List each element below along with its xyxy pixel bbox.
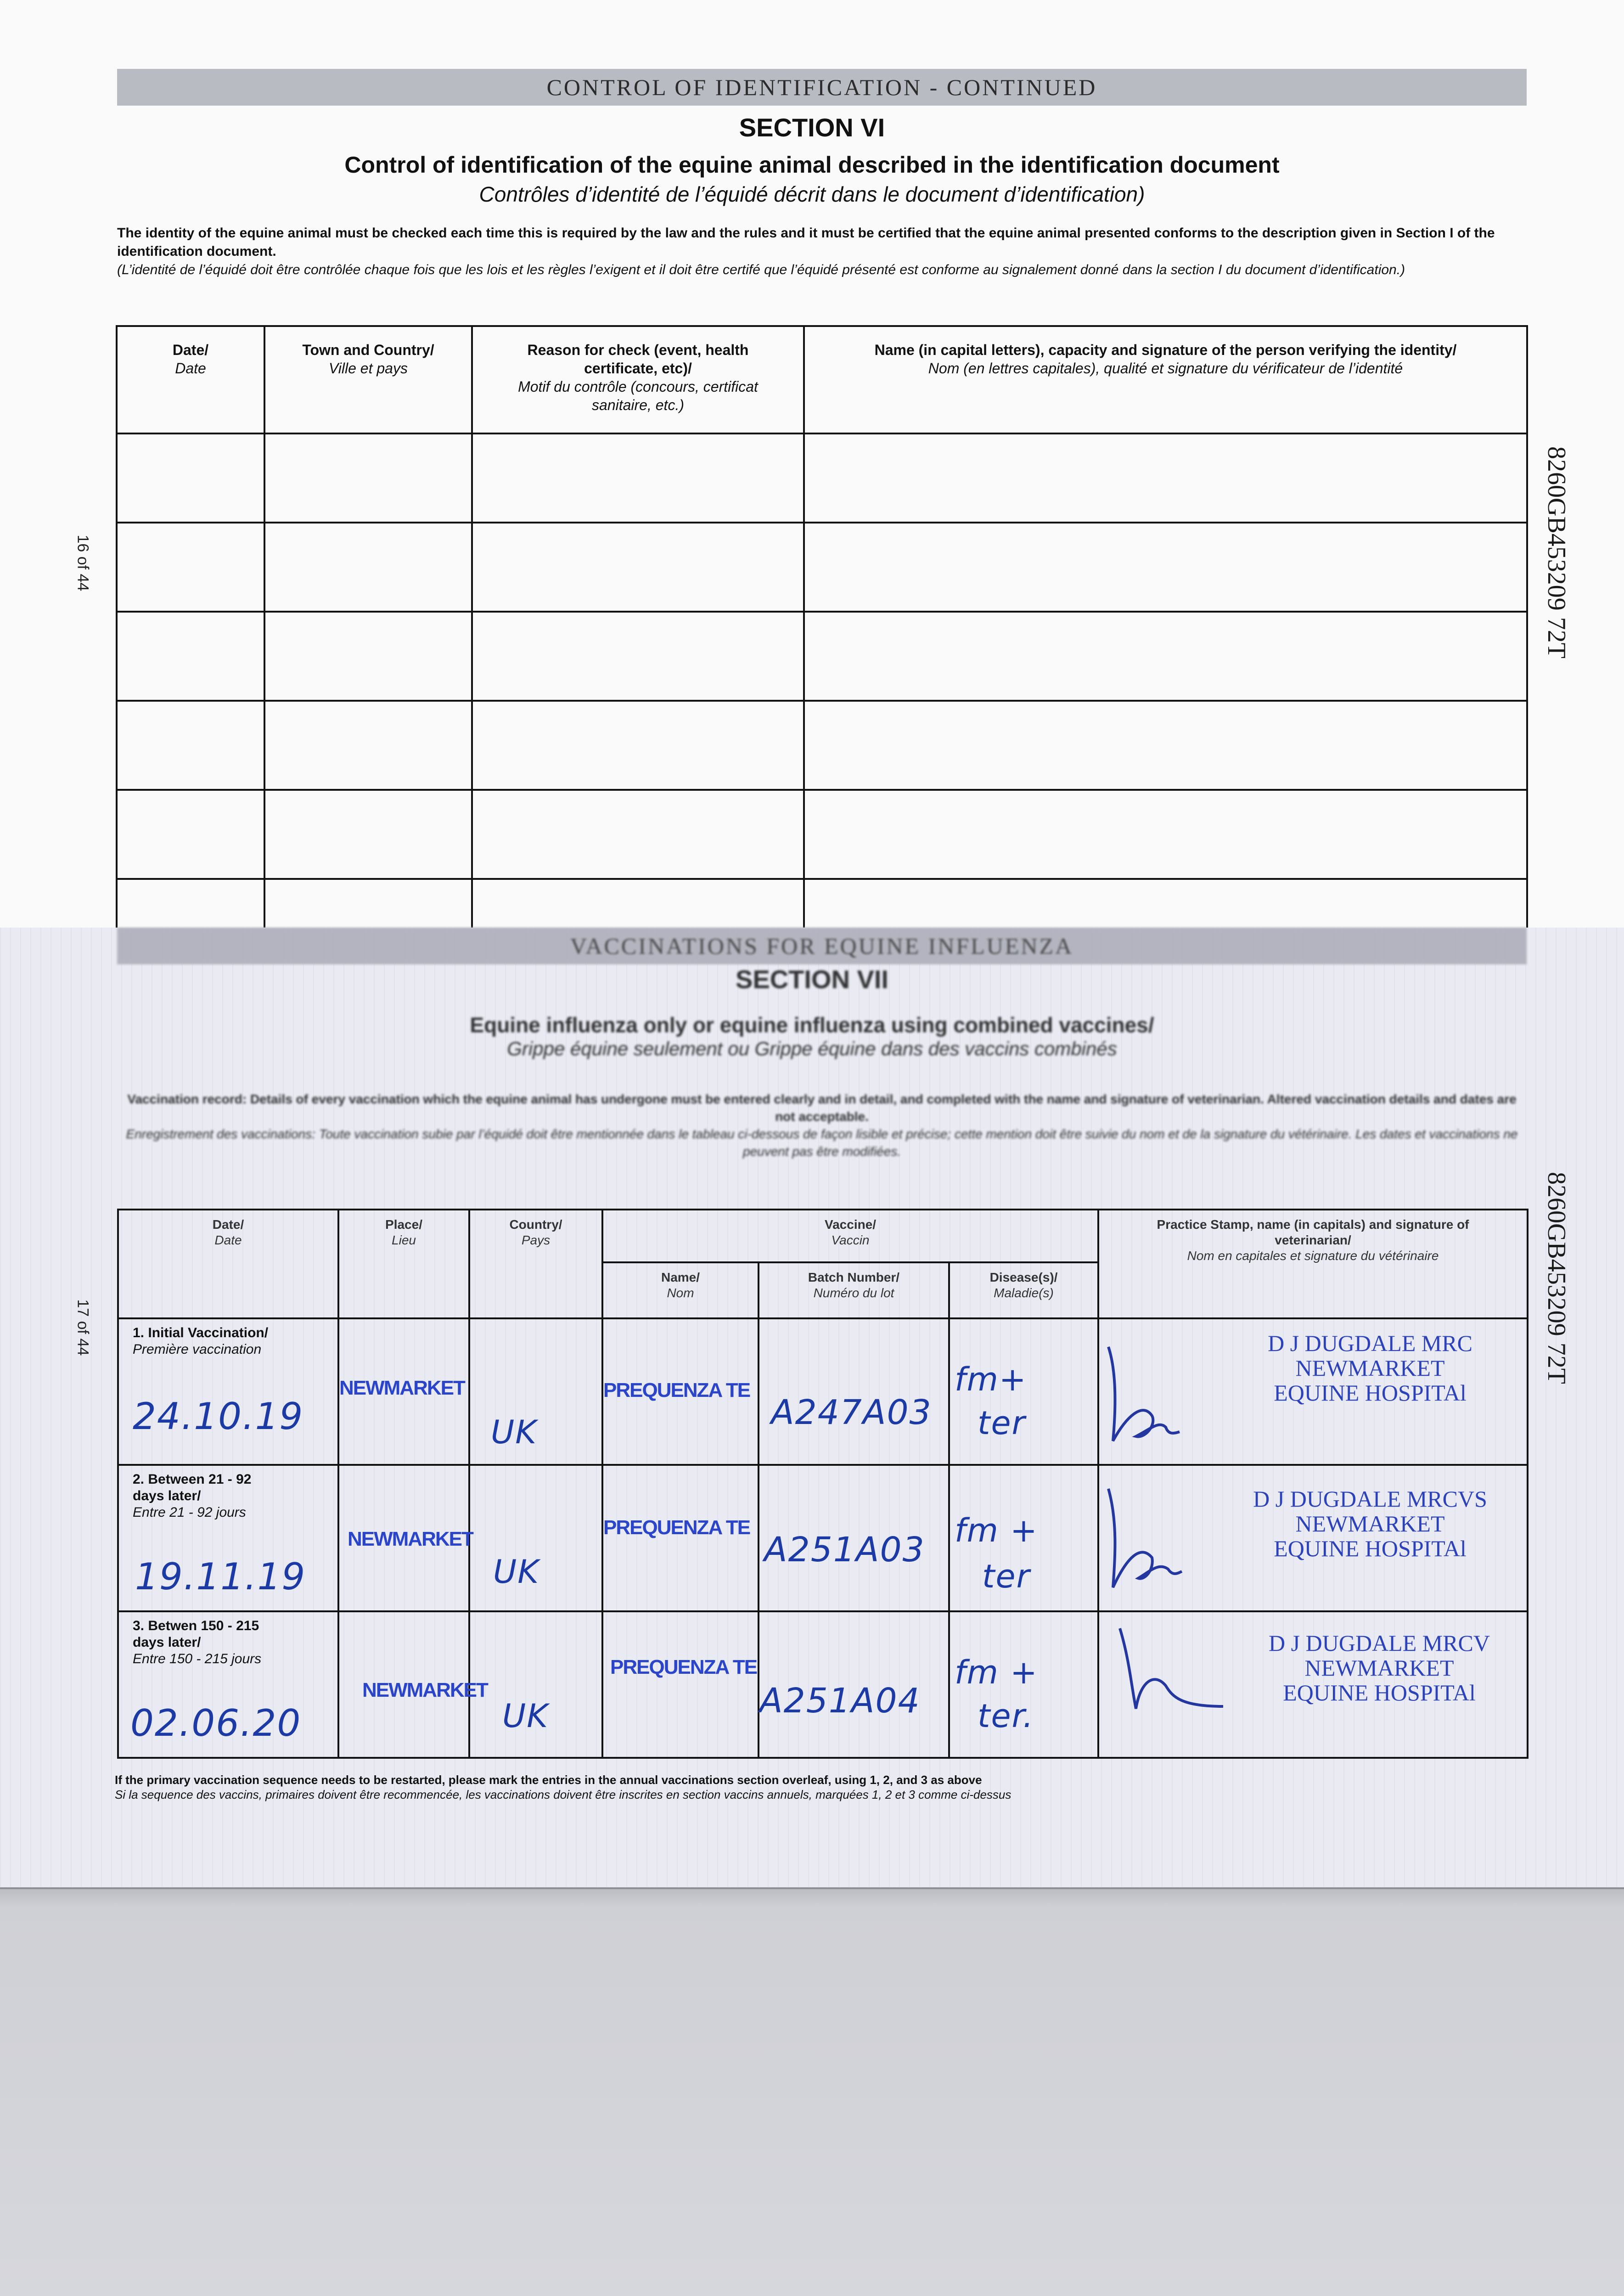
country-cell[interactable] — [469, 1318, 602, 1465]
section-banner: VACCINATIONS FOR EQUINE INFLUENZA — [117, 928, 1527, 964]
header-batch-number: Batch Number/ Numéro du lot — [759, 1262, 949, 1318]
entry-cell[interactable] — [264, 790, 472, 879]
page-number: 17 of 44 — [74, 1299, 92, 1356]
vaccination-table — [117, 1209, 1528, 1759]
veterinarian-signature — [1099, 1484, 1219, 1594]
section-banner: CONTROL OF IDENTIFICATION - CONTINUED — [117, 69, 1527, 106]
intro-text — [124, 1091, 1520, 1160]
header-date: Date/ Date — [118, 1210, 338, 1318]
vaccination-date: 24.10.19 — [133, 1395, 304, 1438]
country-cell[interactable] — [469, 1465, 602, 1611]
table-row — [117, 790, 1527, 879]
header-practice-stamp: Practice Stamp, name (in capitals) and signature of veterinarian/ Nom en capitales et signature du vétérinaire — [1098, 1210, 1528, 1318]
disease-cell[interactable] — [949, 1611, 1098, 1758]
vaccine-name: PREQUENZA TE — [610, 1656, 757, 1678]
place-cell[interactable] — [338, 1611, 488, 1758]
vaccine-name: PREQUENZA TE — [603, 1516, 750, 1539]
vaccine-name: PREQUENZA TE — [603, 1379, 750, 1401]
entry-cell[interactable] — [117, 612, 264, 701]
row-label: 1. Initial Vaccination/ Première vaccination — [133, 1325, 269, 1357]
header-vaccine: Vaccine/ Vaccin — [602, 1210, 1098, 1262]
entry-cell[interactable] — [472, 612, 804, 701]
date-cell[interactable] — [118, 1611, 338, 1758]
disease-cell[interactable] — [949, 1465, 1098, 1611]
practice-stamp: D J DUGDALE MRCV NEWMARKET EQUINE HOSPITAl — [1269, 1630, 1490, 1705]
date-cell[interactable] — [118, 1465, 338, 1611]
batch-cell[interactable] — [759, 1465, 949, 1611]
table-row — [117, 701, 1527, 790]
batch-cell[interactable] — [759, 1611, 949, 1758]
table-row — [118, 1318, 1528, 1465]
country-cell[interactable] — [469, 1611, 602, 1758]
disease-line-2: ter. — [978, 1697, 1034, 1735]
entry-cell[interactable] — [804, 790, 1527, 879]
date-cell[interactable] — [118, 1318, 338, 1465]
section-heading: SECTION VI — [739, 113, 885, 142]
disease-line-1: fm+ — [955, 1361, 1027, 1398]
place-cell[interactable] — [338, 1318, 469, 1465]
vaccine-name-cell[interactable] — [602, 1611, 759, 1758]
identity-check-table — [116, 325, 1528, 932]
header-reason: Reason for check (event, health certificate, etc)/ Motif du contrôle (concours, certificat sanitaire, etc.) — [472, 326, 804, 433]
header-date: Date/ Date — [117, 326, 264, 433]
place-stamp: NEWMARKET — [348, 1528, 473, 1550]
disease-line-1: fm + — [955, 1512, 1038, 1549]
row-label: 3. Betwen 150 - 215 days later/ Entre 150 - 215 jours — [133, 1618, 262, 1666]
section-title-fr: Grippe équine seulement ou Grippe équine dans des vaccins combinés — [507, 1038, 1117, 1059]
entry-cell[interactable] — [117, 523, 264, 612]
veterinarian-signature — [1108, 1621, 1237, 1722]
footnote-en: If the primary vaccination sequence needs to be restarted, please mark the entries in the annual vaccinations section overleaf, using 1, 2, and 3 as above — [115, 1773, 982, 1787]
practice-stamp: D J DUGDALE MRCVS NEWMARKET EQUINE HOSPITAl — [1253, 1486, 1487, 1561]
entry-cell[interactable] — [472, 701, 804, 790]
entry-cell[interactable] — [264, 612, 472, 701]
section-heading: SECTION VII — [736, 965, 888, 994]
entry-cell[interactable] — [117, 433, 264, 523]
footnote-fr: Si la sequence des vaccins, primaires doivent être recommencée, les vaccinations doivent être inscrites en section vaccins annuels, marquées 1, 2 et 3 comme ci-dessus — [115, 1788, 1011, 1801]
practice-stamp-cell[interactable] — [1098, 1318, 1528, 1465]
header-vaccine-name: Name/ Nom — [602, 1262, 759, 1318]
place-stamp: NEWMARKET — [362, 1679, 488, 1701]
disease-line-2: ter — [982, 1558, 1031, 1595]
page-number: 16 of 44 — [74, 535, 92, 591]
entry-cell[interactable] — [117, 790, 264, 879]
disease-line-1: fm + — [955, 1654, 1038, 1691]
intro-en: The identity of the equine animal must be checked each time this is required by the law and the rules and it must be certified that the equine animal presented conforms to the description given in Section I of the identification document. — [117, 225, 1495, 259]
entry-cell[interactable] — [117, 701, 264, 790]
header-disease: Disease(s)/ Maladie(s) — [949, 1262, 1098, 1318]
header-country: Country/ Pays — [469, 1210, 602, 1318]
entry-cell[interactable] — [264, 523, 472, 612]
page-17 — [0, 928, 1624, 1887]
scanner-background — [0, 1887, 1624, 2296]
disease-line-2: ter — [978, 1404, 1026, 1442]
intro-fr: (L’identité de l’équidé doit être contrôlée chaque fois que les lois et les règles l’exigent et il doit être certifé que l’équidé présenté est conforme au signalement donné dans la section I du document d’identification.) — [117, 262, 1405, 277]
batch-number: A251A03 — [764, 1530, 925, 1570]
entry-cell[interactable] — [804, 433, 1527, 523]
batch-number: A247A03 — [771, 1393, 932, 1432]
intro-text — [117, 224, 1513, 279]
document-code: 8260GB453209 72T — [1542, 446, 1571, 658]
header-verifier: Name (in capital letters), capacity and signature of the person verifying the identity/ Nom (en lettres capitales), qualité et signature du vérificateur de l’identité — [804, 326, 1527, 433]
entry-cell[interactable] — [264, 701, 472, 790]
entry-cell[interactable] — [804, 523, 1527, 612]
practice-stamp: D J DUGDALE MRC NEWMARKET EQUINE HOSPITAl — [1268, 1330, 1472, 1406]
table-row — [117, 612, 1527, 701]
place-stamp: NEWMARKET — [339, 1377, 465, 1399]
entry-cell[interactable] — [472, 790, 804, 879]
place-cell[interactable] — [338, 1465, 473, 1611]
row-label: 2. Between 21 - 92 days later/ Entre 21 - 92 jours — [133, 1472, 252, 1520]
vaccine-name-cell[interactable] — [602, 1465, 759, 1611]
disease-cell[interactable] — [949, 1318, 1098, 1465]
table-row — [118, 1611, 1528, 1758]
footnote — [115, 1773, 1011, 1802]
veterinarian-signature — [1099, 1338, 1219, 1448]
section-title: Control of identification of the equine animal described in the identification document — [344, 152, 1280, 178]
page-16 — [0, 0, 1624, 932]
section-title-fr: Contrôles d’identité de l’équidé décrit dans le document d’identification) — [479, 182, 1145, 206]
batch-number: A251A04 — [759, 1681, 921, 1721]
vaccine-name-cell[interactable] — [602, 1318, 759, 1465]
country-value: UK — [502, 1697, 549, 1735]
intro-fr: Enregistrement des vaccinations: Toute vaccination subie par l’équidé doit être mentionnée dans le tableau ci-dessous de façon lisible et précise; cette mention doit être suivie du nom et de la signature du vétérinaire. Les dates et vaccinations ne peuvent pas être modifiées. — [126, 1127, 1518, 1159]
table-row — [117, 433, 1527, 523]
document-code: 8260GB453209 72T — [1542, 1172, 1571, 1384]
entry-cell[interactable] — [472, 433, 804, 523]
table-row — [117, 523, 1527, 612]
vaccination-date: 19.11.19 — [135, 1555, 306, 1598]
batch-cell[interactable] — [759, 1318, 949, 1465]
practice-stamp-cell[interactable] — [1098, 1465, 1528, 1611]
entry-cell[interactable] — [472, 523, 804, 612]
practice-stamp-cell[interactable] — [1098, 1611, 1528, 1758]
table-row — [117, 879, 1527, 931]
table-row — [118, 1465, 1528, 1611]
entry-cell[interactable] — [804, 701, 1527, 790]
header-town: Town and Country/ Ville et pays — [264, 326, 472, 433]
section-title: Equine influenza only or equine influenza using combined vaccines/ — [470, 1013, 1154, 1037]
vaccination-date: 02.06.20 — [130, 1702, 302, 1745]
header-place: Place/ Lieu — [338, 1210, 469, 1318]
country-value: UK — [493, 1553, 540, 1591]
entry-cell[interactable] — [804, 612, 1527, 701]
entry-cell[interactable] — [264, 433, 472, 523]
intro-en: Vaccination record: Details of every vaccination which the equine animal has undergone must be entered clearly and in detail, and completed with the name and signature of veterinarian. Altered vaccination details and dates are not acceptable. — [127, 1092, 1517, 1124]
country-value: UK — [491, 1413, 538, 1451]
